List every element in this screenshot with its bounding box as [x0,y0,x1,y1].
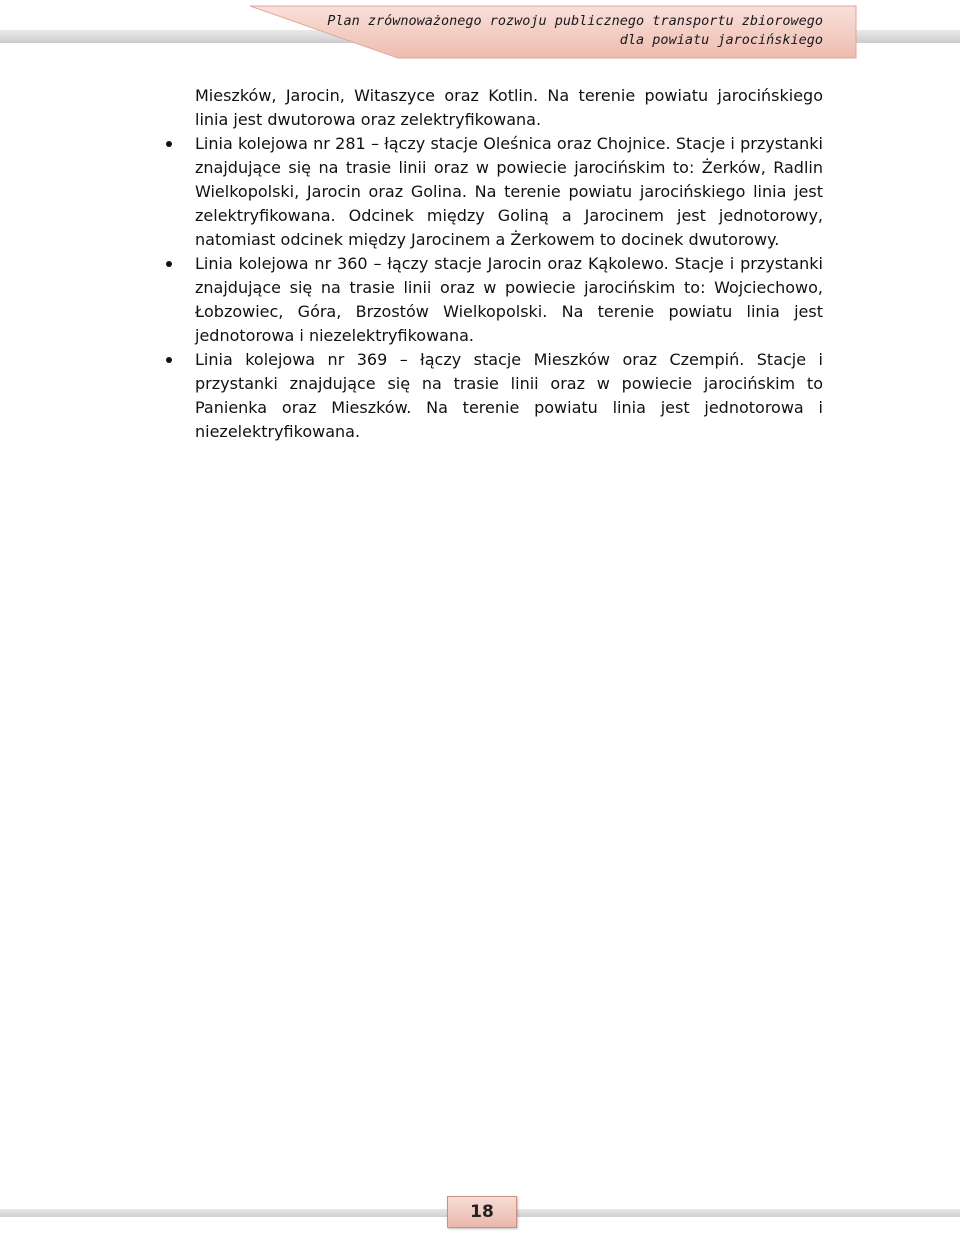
header-title [327,12,823,50]
list-item-text: Linia kolejowa nr 281 – łączy stacje Oleśnica oraz Chojnice. Stacje i przystanki znajdujące się na trasie linii oraz w powiecie jarocińskim to: Żerków, Radlin Wielkopolski, Jarocin oraz Golina. Na terenie powiatu jarocińskiego linia jest zelektryfikowana. Odcinek między Goliną a Jarocinem jest jednotorowy, natomiast odcinek między Jarocinem a Żerkowem to docinek dwutorowy. [195,134,823,249]
bullet-icon [166,261,172,267]
document-body [195,84,823,444]
page-header [0,0,960,62]
bullet-icon [166,141,172,147]
list-item [195,132,823,252]
header-title-line1: Plan zrównoważonego rozwoju publicznego transportu zbiorowego [327,13,823,29]
list-item [195,252,823,348]
intro-paragraph: Mieszków, Jarocin, Witaszyce oraz Kotlin. Na terenie powiatu jarocińskiego linia jest dwutorowa oraz zelektryfikowana. [195,86,823,129]
bullet-icon [166,357,172,363]
page-number: 18 [447,1196,517,1228]
list-item [195,348,823,444]
list-item-text: Linia kolejowa nr 369 – łączy stacje Mieszków oraz Czempiń. Stacje i przystanki znajdujące się na trasie linii oraz w powiecie jarocińskim to Panienka oraz Mieszków. Na terenie powiatu linia jest jednotorowa i niezelektryfikowana. [195,350,823,441]
list-item-text: Linia kolejowa nr 360 – łączy stacje Jarocin oraz Kąkolewo. Stacje i przystanki znajdujące się na trasie linii oraz w powiecie jarocińskim to: Wojciechowo, Łobzowiec, Góra, Brzostów Wielkopolski. Na terenie powiatu linia jest jednotorowa i niezelektryfikowana. [195,254,823,345]
header-title-line2: dla powiatu jarocińskiego [619,32,823,48]
